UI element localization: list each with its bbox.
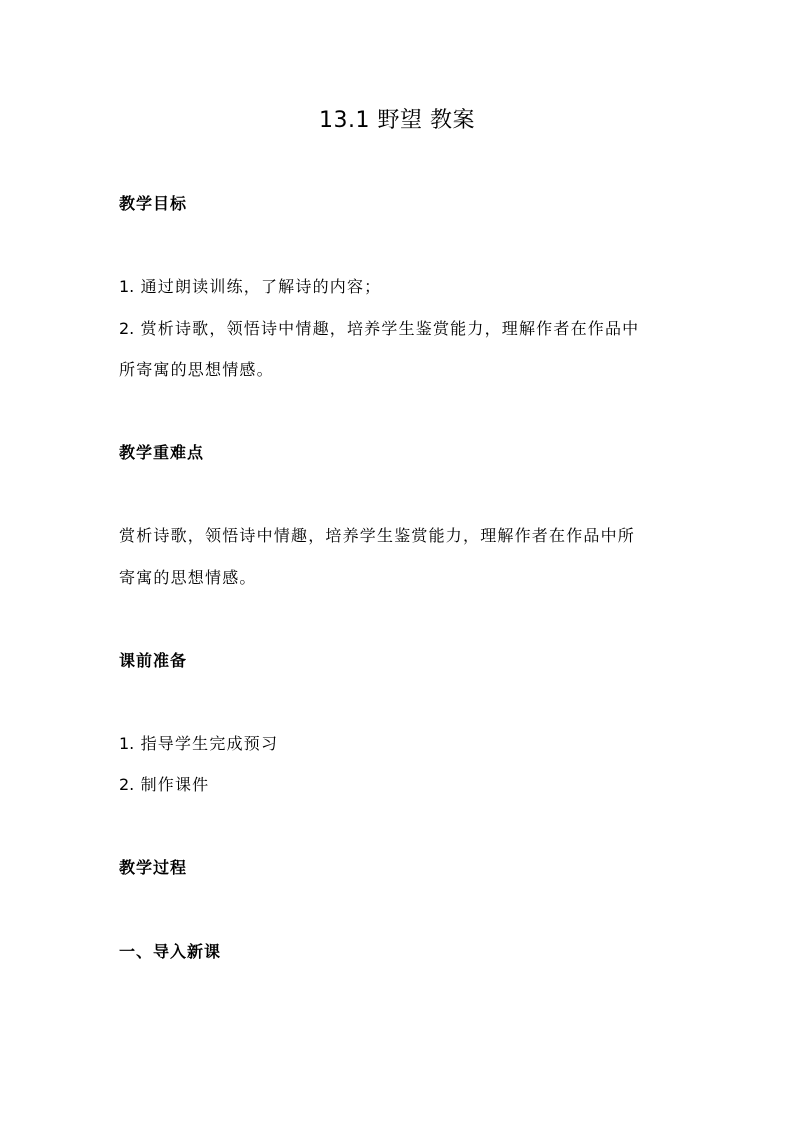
preparation-item-1 [119,731,278,754]
objective-item-2-number: 2. [119,319,135,338]
objective-item-2-continuation: 所寄寓的思想情感。 [119,360,274,379]
preparation-item-1-text: 指导学生完成预习 [140,734,279,753]
key-points-text-line1: 赏析诗歌，领悟诗中情趣，培养学生鉴赏能力，理解作者在作品中所 [119,526,636,545]
preparation-item-2-number: 2. [119,775,135,794]
objective-item-1-number: 1. [119,277,135,296]
heading-preparation: 课前准备 [119,651,188,670]
preparation-item-2-text: 制作课件 [140,775,210,794]
objective-item-2-text-line1: 赏析诗歌，领悟诗中情趣，培养学生鉴赏能力，理解作者在作品中 [140,319,640,338]
heading-process: 教学过程 [119,858,188,877]
subheading-introduction: 一、导入新课 [119,942,222,961]
objective-item-2 [119,316,639,339]
key-points-text-line2: 寄寓的思想情感。 [119,568,257,587]
objective-item-1 [119,274,381,297]
heading-key-points: 教学重难点 [119,443,205,462]
preparation-item-1-number: 1. [119,734,135,753]
objective-item-1-text: 通过朗读训练，了解诗的内容； [140,277,382,296]
document-title: 13.1 野望 教案 [319,108,475,133]
preparation-item-2 [119,772,209,795]
heading-objectives: 教学目标 [119,194,188,213]
